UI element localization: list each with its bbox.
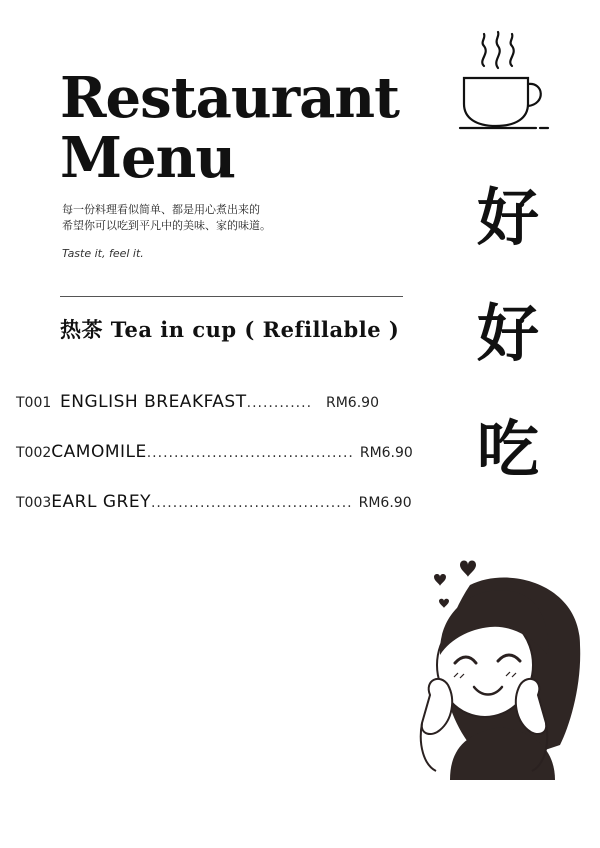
item-price: RM6.90 [359, 445, 413, 461]
side-characters [468, 168, 548, 516]
heart-icon [439, 599, 449, 608]
item-code: T002 [16, 445, 52, 461]
item-price: RM6.90 [358, 495, 412, 511]
section-title: 热茶 Tea in cup ( Refillable ) [60, 317, 400, 342]
item-dots: ............ [246, 395, 313, 411]
side-char-2: 好 [476, 297, 539, 370]
menu-list [16, 392, 413, 542]
heart-icon [460, 561, 476, 578]
subtitle-line-1: 每一份料理看似简单、都是用心煮出来的 [62, 203, 260, 216]
item-price: RM6.90 [326, 395, 379, 411]
heart-icon [434, 574, 446, 586]
item-name: CAMOMILE [51, 442, 147, 462]
coffee-cup-icon [452, 30, 552, 134]
item-code: T001 [16, 395, 52, 411]
page-title [60, 65, 399, 191]
item-name: EARL GREY [51, 492, 151, 512]
side-char-3: 吃 [476, 413, 539, 486]
divider [60, 296, 403, 297]
item-dots: ..................................... [150, 495, 353, 511]
side-char-1: 好 [476, 181, 539, 254]
item-dots: ...................................... [146, 445, 354, 461]
title-line-2: Menu [60, 125, 236, 191]
menu-item-t002 [16, 442, 413, 492]
menu-item-t001 [16, 392, 396, 442]
title-line-1: Restaurant [60, 65, 399, 131]
menu-item-t003 [16, 492, 412, 542]
item-code: T003 [16, 495, 52, 511]
subtitle-line-2: 希望你可以吃到平凡中的美味、家的味道。 [62, 219, 271, 232]
tagline: Taste it, feel it. [62, 247, 144, 260]
smiling-girl-illustration [410, 555, 590, 780]
item-name: ENGLISH BREAKFAST [60, 392, 247, 412]
subtitle [62, 202, 271, 234]
